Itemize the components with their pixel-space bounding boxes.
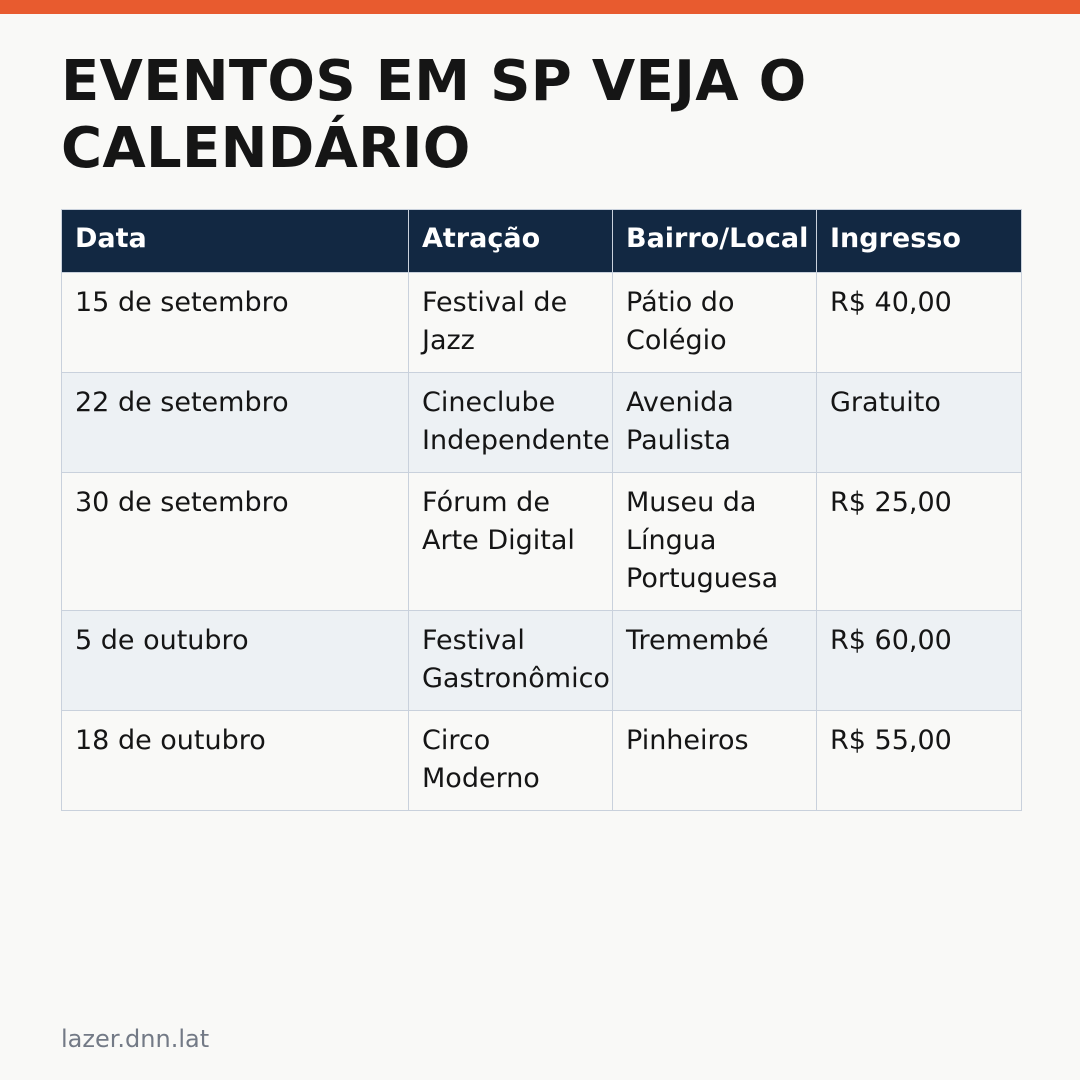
events-table [61,209,1022,811]
cell-attraction: Fórum de Arte Digital [409,473,613,611]
cell-location: Pátio do Colégio [613,273,817,373]
cell-date: 18 de outubro [62,711,409,811]
cell-ticket: Gratuito [817,373,1022,473]
cell-ticket: R$ 40,00 [817,273,1022,373]
column-header-ticket: Ingresso [817,210,1022,273]
table-row [62,611,1022,711]
table-header-row [62,210,1022,273]
column-header-date: Data [62,210,409,273]
cell-location: Avenida Paulista [613,373,817,473]
cell-date: 15 de setembro [62,273,409,373]
cell-ticket: R$ 60,00 [817,611,1022,711]
cell-date: 5 de outubro [62,611,409,711]
cell-date: 22 de setembro [62,373,409,473]
cell-date: 30 de setembro [62,473,409,611]
cell-ticket: R$ 25,00 [817,473,1022,611]
table-row [62,711,1022,811]
cell-attraction: Festival de Jazz [409,273,613,373]
table-row [62,473,1022,611]
cell-ticket: R$ 55,00 [817,711,1022,811]
cell-attraction: Circo Moderno [409,711,613,811]
cell-attraction: Festival Gastronômico [409,611,613,711]
column-header-attraction: Atração [409,210,613,273]
accent-top-bar [0,0,1080,14]
cell-location: Museu da Língua Portuguesa [613,473,817,611]
cell-attraction: Cineclube Independente [409,373,613,473]
column-header-location: Bairro/Local [613,210,817,273]
footer-site-url: lazer.dnn.lat [61,1025,210,1053]
page-title: EVENTOS EM SP VEJA O CALENDÁRIO [61,49,807,181]
table-row [62,373,1022,473]
cell-location: Tremembé [613,611,817,711]
table-row [62,273,1022,373]
cell-location: Pinheiros [613,711,817,811]
